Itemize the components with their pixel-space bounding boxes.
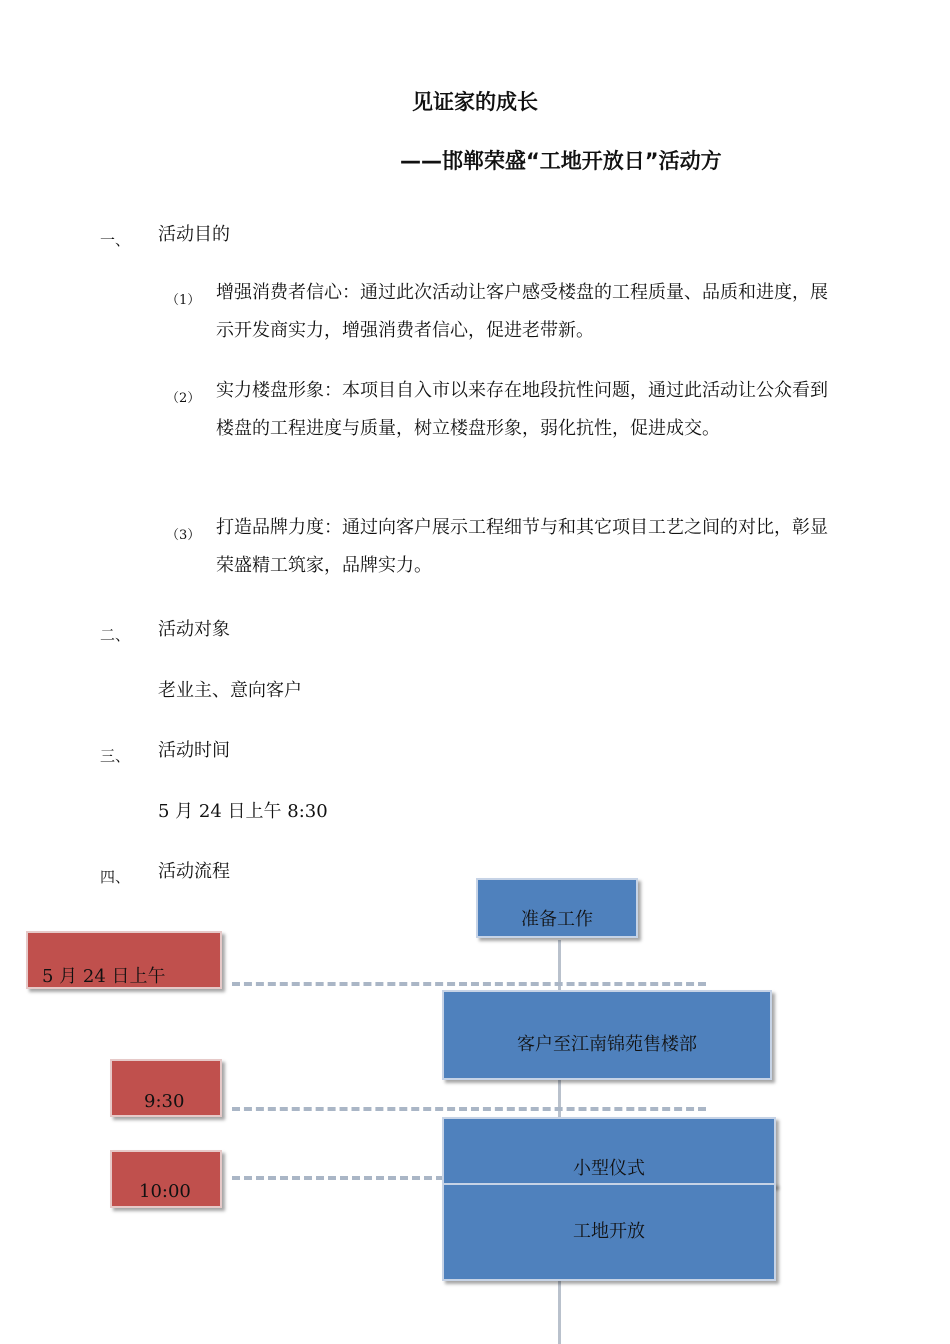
flow-step-label: 工地开放	[573, 1221, 645, 1242]
page-title: 见证家的成长	[412, 90, 538, 114]
flow-step-box	[442, 1117, 776, 1187]
item-paragraph: 实力楼盘形象：本项目自入市以来存在地段抗性问题，通过此活动让公众看到楼盘的工程进度与质量，树立楼盘形象，弱化抗性，促进成交。	[216, 380, 828, 439]
item-paragraph: 增强消费者信心：通过此次活动让客户感受楼盘的工程质量、品质和进度，展示开发商实力，增强消费者信心，促进老带新。	[216, 282, 828, 341]
section-number: 一、	[100, 231, 131, 249]
time-guide-line	[232, 1107, 706, 1111]
section-title: 活动目的	[158, 224, 230, 245]
time-label: 5 月 24 日上午	[42, 966, 166, 987]
section-title: 活动时间	[158, 740, 230, 761]
section-title: 活动流程	[158, 861, 230, 882]
time-label: 9:30	[144, 1091, 185, 1112]
section-number: 三、	[100, 747, 131, 765]
flow-step-label: 客户至江南锦苑售楼部	[517, 1034, 697, 1055]
item-number: （1）	[166, 293, 201, 308]
flow-step-box	[476, 878, 638, 938]
section-number: 四、	[100, 868, 131, 886]
time-guide-line	[232, 1176, 444, 1180]
time-label: 10:00	[139, 1181, 191, 1202]
item-number: （3）	[166, 528, 201, 543]
flow-step-box	[442, 990, 772, 1080]
page-subtitle: ——邯郸荣盛“工地开放日”活动方	[400, 149, 722, 173]
section-title: 活动对象	[158, 619, 230, 640]
flow-step-box	[442, 1183, 776, 1281]
flow-step-label: 小型仪式	[573, 1158, 645, 1179]
section-body: 老业主、意向客户	[158, 680, 302, 701]
item-number: （2）	[166, 391, 201, 406]
item-paragraph: 打造品牌力度：通过向客户展示工程细节与和其它项目工艺之间的对比，彰显荣盛精工筑家，品牌实力。	[216, 517, 828, 576]
section-number: 二、	[100, 626, 131, 644]
section-body: 5 月 24 日上午 8:30	[158, 801, 328, 822]
time-guide-line	[232, 982, 706, 986]
flow-step-label: 准备工作	[521, 909, 593, 930]
